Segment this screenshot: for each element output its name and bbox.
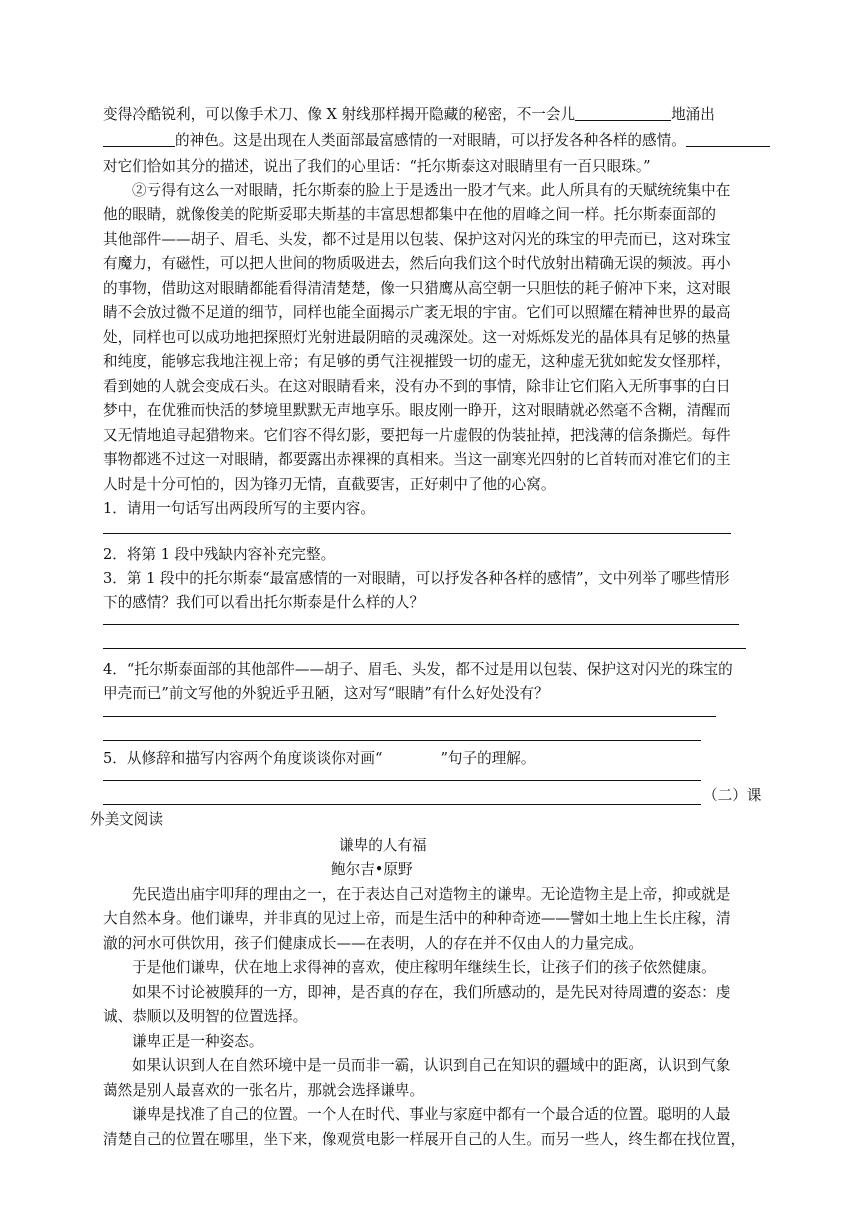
section-heading-wrap: 外美文阅读 (90, 811, 163, 828)
article-line: 谦卑是找准了自己的位置。一个人在时代、事业与家庭中都有一个最合适的位置。聪明的人最 (132, 1106, 731, 1123)
fill-blank[interactable] (575, 105, 671, 121)
answer-line[interactable] (103, 716, 716, 717)
passage-line: 变得冷酷锐利，可以像手术刀、像 X 射线那样揭开隐藏的秘密，不一会儿 地涌出 (103, 106, 715, 123)
question-4: 4．“托尔斯泰面部的其他部件——胡子、眉毛、头发，都不过是用以包装、保护这对闪光的珠宝的 (103, 661, 733, 678)
question-5: 5．从修辞和描写内容两个角度谈谈你对画“ ”句子的理解。 (103, 750, 536, 767)
passage-line: 看到她的人就会变成石头。在这对眼睛看来，没有办不到的事情，除非让它们陷入无所事事的白日 (103, 378, 731, 395)
passage-line: 处，同样也可以成功地把探照灯光射进最阴暗的灵魂深处。这一对烁烁发光的晶体具有足够的热量 (103, 329, 731, 346)
passage-line: 的事物，借助这对眼睛都能看得清清楚楚，像一只猎鹰从高空朝一只胆怯的耗子俯冲下来，这对眼 (103, 280, 731, 297)
article-author: 鲍尔吉•原野 (331, 861, 413, 878)
question-2: 2．将第 1 段中残缺内容补充完整。 (103, 546, 336, 563)
article-line: 谦卑正是一种姿态。 (132, 1033, 264, 1050)
passage-line: 有魔力，有磁性，可以把人世间的物质吸进去，然后向我们这个时代放射出精确无误的频波。再小 (103, 255, 731, 272)
article-line: 大自然本身。他们谦卑，并非真的见过上帝，而是生活中的种种奇迹——譬如土地上生长庄稼，清 (103, 910, 731, 927)
passage-line: 对它们恰如其分的描述，说出了我们的心里话：“托尔斯泰这对眼睛里有一百只眼珠。” (103, 158, 651, 175)
question-4-cont: 甲壳而已”前文写他的外貌近乎丑陋，这对写“眼睛”有什么好处没有？ (103, 685, 549, 702)
fill-blank[interactable] (103, 131, 175, 147)
article-line: 清楚自己的位置在哪里，坐下来，像观赏电影一样展开自己的人生。而另一些人，终生都在找位置， (103, 1131, 746, 1148)
article-line: 先民造出庙宇叩拜的理由之一，在于表达自己对造物主的谦卑。无论造物主是上帝，抑或就是 (132, 886, 731, 903)
question-1: 1．请用一句话写出两段所写的主要内容。 (103, 500, 375, 517)
passage-line: ②亏得有这么一对眼睛，托尔斯泰的脸上于是透出一股才气来。此人所具有的天赋统统集中在 (132, 182, 731, 199)
answer-line[interactable] (103, 533, 731, 534)
article-line: 如果认识到人在自然环境中是一员而非一霸，认识到自己在知识的疆域中的距离，认识到气象 (132, 1057, 731, 1074)
passage-line: 其他部件——胡子、眉毛、头发，都不过是用以包装、保护这对闪光的珠宝的甲壳而已，这对珠宝 (103, 231, 731, 248)
passage-line: 又无情地追寻起猎物来。它们容不得幻影，要把每一片虚假的伪装扯掉，把浅薄的信条撕烂。每件 (103, 427, 731, 444)
article-title: 谦卑的人有福 (339, 837, 427, 854)
article-line: 于是他们谦卑，伏在地上求得神的喜欢，使庄稼明年继续生长，让孩子们的孩子依然健康。 (132, 959, 716, 976)
answer-line[interactable] (103, 624, 739, 625)
question-3: 3．第 1 段中的托尔斯泰“最富感情的一对眼睛，可以抒发各种各样的感情”，文中列举了哪些情形 (103, 570, 730, 587)
fill-blank[interactable] (686, 131, 770, 147)
section-heading: （二）课 (703, 787, 762, 804)
answer-line[interactable] (103, 780, 701, 781)
passage-line: 事物都逃不过这一对眼睛，都要露出赤裸裸的真相来。当这一副寒光四射的匕首转而对准它们的主 (103, 451, 731, 468)
answer-line[interactable] (103, 740, 701, 741)
question-3-cont: 下的感情？我们可以看出托尔斯泰是什么样的人？ (103, 594, 425, 611)
article-line: 蔼然是别人最喜欢的一张名片，那就会选择谦卑。 (103, 1082, 425, 1099)
answer-line[interactable] (103, 804, 701, 805)
passage-line: 和纯度，能够忘我地注视上帝；有足够的勇气注视摧毁一切的虚无，这种虚无犹如蛇发女怪那样， (103, 353, 731, 370)
article-line: 澈的河水可供饮用，孩子们健康成长——在表明，人的存在并不仅由人的力量完成。 (103, 935, 643, 952)
passage-line: 睛不会放过微不足道的细节，同样也能全面揭示广袤无垠的宇宙。它们可以照耀在精神世界的最高 (103, 304, 731, 321)
passage-line: 的神色。这是出现在人类面部最富感情的一对眼睛，可以抒发各种各样的感情。 (103, 131, 770, 151)
passage-line: 他的眼睛，就像俊美的陀斯妥耶夫斯基的丰富思想都集中在他的眉峰之间一样。托尔斯泰面部的 (103, 206, 716, 223)
article-line: 如果不讨论被膜拜的一方，即神，是否真的存在，我们所感动的，是先民对待周遭的姿态：虔 (132, 984, 731, 1001)
passage-line: 人时是十分可怕的，因为锋刃无情，直截要害，正好刺中了他的心窝。 (103, 476, 556, 493)
passage-line: 梦中，在优雅而快活的梦境里默默无声地享乐。眼皮刚一睁开，这对眼睛就必然毫不含糊，清醒而 (103, 402, 731, 419)
answer-line[interactable] (103, 648, 746, 649)
article-line: 诚、恭顺以及明智的位置选择。 (103, 1008, 308, 1025)
